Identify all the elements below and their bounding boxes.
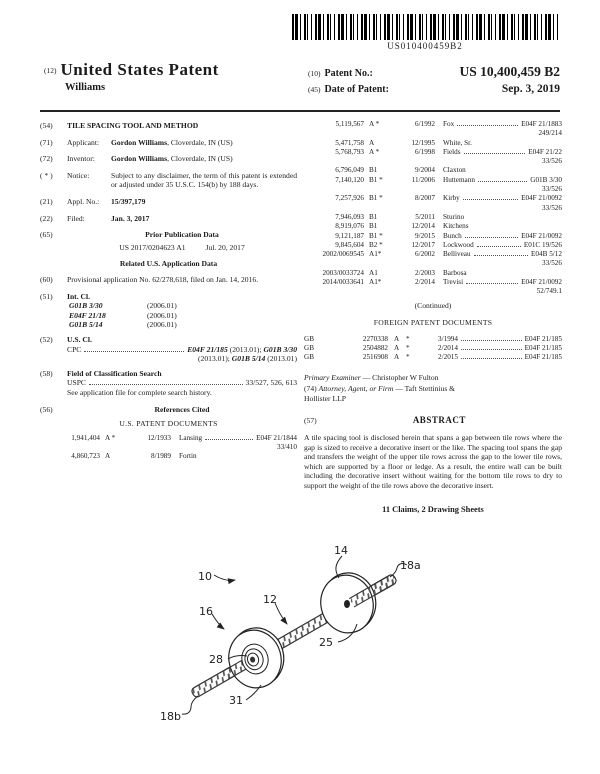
section-notice: ( * ) Notice: Subject to any disclaimer, the term of this patent is extended or adjusted under 35 U.S.C. 154(b) by 188 days. — [40, 170, 297, 190]
notice-text: Subject to any disclaimer, the term of this patent is extended or adjusted under 35 U.S.C. 154(b) by 188 days. — [111, 170, 297, 190]
primary-examiner-line: Primary Examiner — Christopher W Fulton — [304, 372, 439, 382]
field-code-10: (10) — [308, 69, 321, 78]
prior-publication-heading: Prior Publication Data — [145, 230, 219, 240]
section-provisional: (60) Provisional application No. 62/278,618, filed on Jan. 14, 2016. — [40, 275, 297, 285]
abstract-heading: ABSTRACT — [412, 414, 466, 425]
us-reference-row: 2003/0033724 A1 2/2003 Barbosa — [322, 268, 467, 277]
us-reference-row: 9,845,604 B2 * 12/2017 Lockwood E01C 19/526 — [335, 240, 562, 249]
us-reference-row: 5,768,793 A * 6/1998 Fields E04F 21/22 33/526 — [335, 147, 562, 166]
patent-no-value: US 10,400,459 B2 — [459, 64, 560, 79]
section-title: (54) TILE SPACING TOOL AND METHOD — [40, 121, 297, 131]
section-appl-no: (21) Appl. No.: 15/397,179 — [40, 196, 146, 206]
section-filed: (22) Filed: Jan. 3, 2017 — [40, 213, 150, 223]
foreign-reference-row: GB 2270338 A * 3/1994 E04F 21/185 — [304, 334, 562, 343]
filed-date: Jan. 3, 2017 — [111, 213, 150, 223]
section-applicant: (71) Applicant: Gordon Williams, Cloverdale, IN (US) — [40, 137, 233, 147]
ref-label-18a: 18a — [400, 559, 421, 572]
ref-label-25: 25 — [319, 636, 333, 649]
us-reference-row: 1,941,404 A * 12/1933 Lansing E04F 21/1844 33/410 — [71, 433, 297, 451]
provisional-text: Provisional application No. 62/278,618, filed on Jan. 14, 2016. — [67, 274, 259, 284]
ref-label-16: 16 — [199, 605, 213, 618]
invention-title: TILE SPACING TOOL AND METHOD — [67, 121, 199, 130]
ref-label-18b: 18b — [160, 710, 181, 723]
header-left — [44, 60, 219, 93]
related-application-heading: Related U.S. Application Data — [119, 259, 218, 269]
field-code-45: (45) — [308, 85, 321, 94]
section-us-cl: (52) U.S. Cl. CPC E04F 21/185 (2013.01); G01B 3/30 (2013.01); G01B 5/14 (2013.01) — [40, 334, 297, 364]
page-title: United States Patent — [60, 60, 219, 79]
section-prior-publication: (65) Prior Publication Data US 2017/0204623 A1 Jul. 20, 2017 — [40, 230, 297, 252]
ref-label-10: 10 — [198, 570, 212, 583]
section-int-cl: (51) Int. Cl. G01B 3/30 (2006.01) E04F 21/18 (2006.01) G01B 5/14 (2006.01) — [40, 292, 297, 330]
barcode-number: US010400459B2 — [387, 41, 463, 51]
foreign-reference-row: GB 2516908 A * 2/2015 E04F 21/185 — [304, 353, 562, 362]
inventor-name: Gordon Williams — [111, 154, 168, 164]
continued-note: (Continued) — [414, 300, 452, 310]
section-inventor: (72) Inventor: Gordon Williams, Cloverdale, IN (US) — [40, 154, 233, 164]
us-reference-row: 2014/0033641 A1* 2/2014 Trevisi E04F 21/0092 52/749.1 — [322, 278, 562, 296]
publication-date: Jul. 20, 2017 — [205, 242, 245, 252]
us-reference-row: 6,796,049 B1 9/2004 Claxton — [335, 166, 466, 175]
abstract-text: A tile spacing tool is disclosed herein that spans a gap between tile rows where the gap is sized to receive a decorative insert or the like. The spacing tool spans the gap and transfers the weight of the upper tile rows across the gap to the lower tile rows, which are supported by a floor or ledge. As a result, the entire wall can be built including the decorative insert without waiting for the bottom tile rows to dry to support the weight of the tile rows above the decorative insert. — [304, 433, 562, 491]
ref-label-31: 31 — [229, 694, 243, 707]
applicant-name: Gordon Williams — [111, 137, 168, 147]
publication-number: US 2017/0204623 A1 — [119, 242, 186, 252]
us-reference-row: 4,860,723 A 8/1989 Fortin — [71, 452, 197, 461]
appl-no-value: 15/397,179 — [111, 196, 146, 206]
foreign-reference-row: GB 2504882 A * 2/2014 E04F 21/185 — [304, 344, 562, 353]
foreign-documents-heading: FOREIGN PATENT DOCUMENTS — [373, 318, 493, 328]
us-reference-row: 5,119,567 A * 6/1992 Fox E04F 21/1883 249/214 — [335, 120, 562, 138]
attorney-line-2: Hollister LLP — [304, 393, 346, 403]
hub-hole — [344, 600, 350, 608]
us-reference-row: 7,257,926 B1 * 8/2007 Kirby E04F 21/0092 33/526 — [335, 194, 562, 212]
ref-label-28: 28 — [209, 653, 223, 666]
right-column — [304, 118, 562, 514]
us-reference-row: 2002/0069545 A1* 6/2002 Belliveau E04B 5/12 33/526 — [322, 250, 562, 268]
us-patent-documents-heading: U.S. PATENT DOCUMENTS — [119, 419, 218, 429]
us-reference-row: 9,121,187 B1 * 9/2015 Bunch E04F 21/0092 — [335, 231, 562, 240]
int-cl-entry: G01B 5/14 (2006.01) — [69, 320, 177, 330]
int-cl-entry: G01B 3/30 (2006.01) — [69, 301, 177, 311]
inventor-surname: Williams — [65, 82, 106, 93]
header-right — [308, 64, 560, 98]
us-reference-row: 5,471,758 A 12/1995 White, Sr. — [335, 138, 472, 147]
attorney-line: (74) Attorney, Agent, or Firm — Taft Stettinius & — [304, 384, 456, 394]
date-of-patent-value: Sep. 3, 2019 — [501, 83, 560, 95]
ref-label-12: 12 — [263, 593, 277, 606]
date-of-patent-label: Date of Patent: — [324, 84, 389, 95]
header-divider — [40, 110, 560, 112]
int-cl-entry: E04F 21/18 (2006.01) — [69, 310, 177, 320]
us-reference-row: 7,140,120 B1 * 11/2006 Huttemann G01B 3/30 33/526 — [335, 175, 562, 194]
search-history-note: See application file for complete search history. — [67, 387, 212, 397]
section-references-cited: (56) References Cited — [40, 405, 210, 415]
ref-label-14: 14 — [334, 544, 348, 557]
patent-drawing — [100, 534, 500, 773]
field-code-12: (12) — [44, 66, 57, 75]
us-reference-row: 7,946,093 B1 5/2011 Sturino — [335, 212, 465, 221]
claims-line: 11 Claims, 2 Drawing Sheets — [382, 504, 484, 514]
left-column — [40, 121, 297, 462]
barcode — [292, 14, 558, 40]
patent-no-label: Patent No.: — [324, 68, 373, 79]
abstract-heading-row: (57) ABSTRACT — [304, 416, 562, 426]
us-reference-row: 8,919,076 B1 12/2014 Kitchens — [335, 222, 469, 231]
section-field-of-search: (58) Field of Classification Search USPC 33/527, 526, 613 See application file for complete search history. — [40, 368, 297, 397]
